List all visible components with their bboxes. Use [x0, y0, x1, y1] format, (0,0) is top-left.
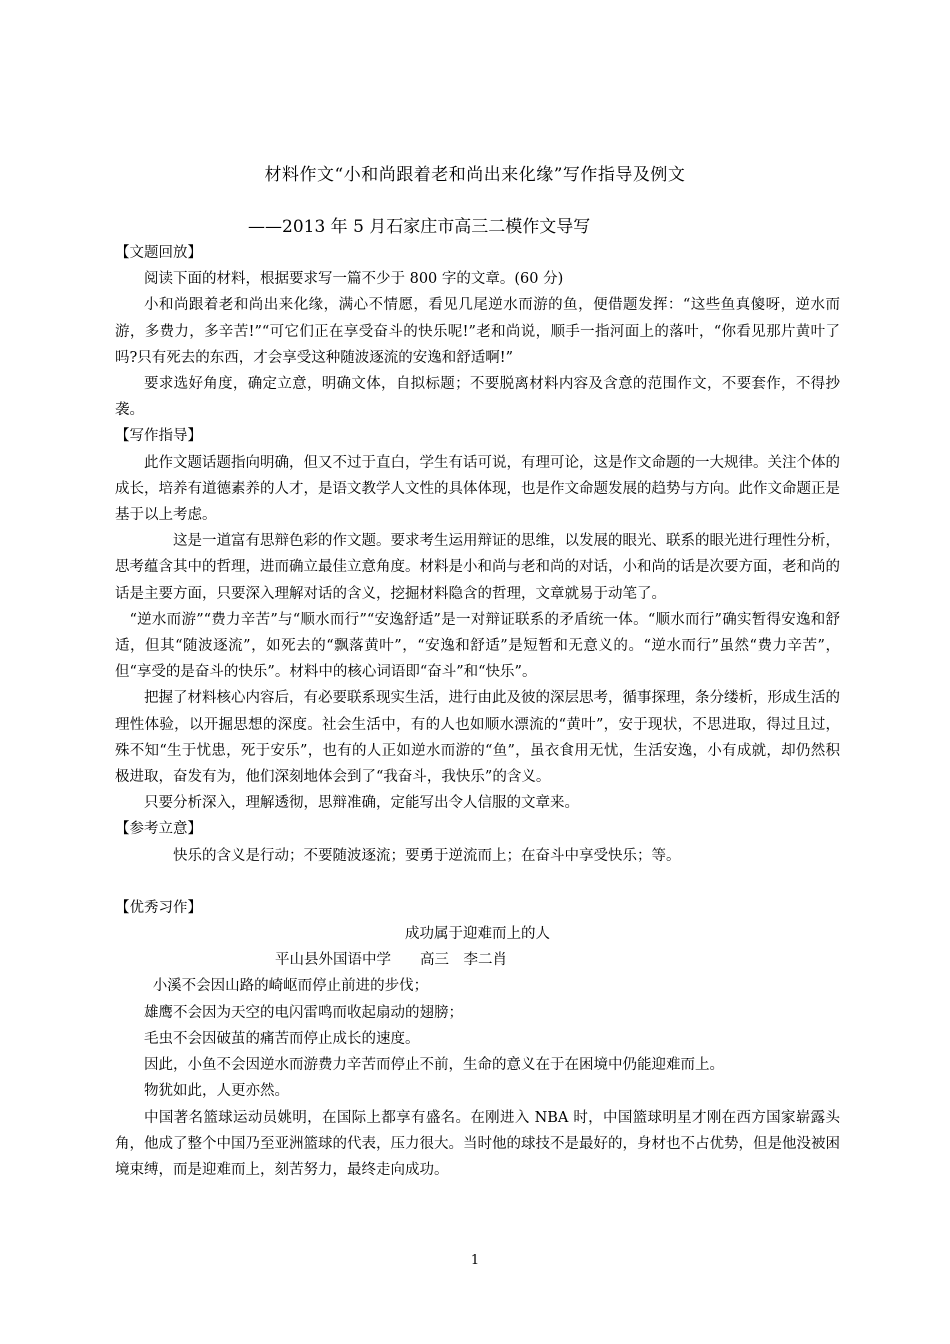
- section-heading-guidance: 【写作指导】: [115, 428, 202, 445]
- section-heading-prompt: 【文题回放】: [115, 245, 202, 261]
- paragraph: 把握了材料核心内容后，有必要联系现实生活，进行由此及彼的深层思考，循事探理，条分缕析，形成生活的理性体验，以开掘思想的深度。社会生活中，有的人也如顺水漂流的“黄叶”，安于现状，不思进取，得过且过，殊不知“生于忧患，死于安乐”，也有的人正如逆水而游的“鱼”，虽衣食用无忧，生活安逸，小有成就，却仍然积极进取，奋发有为，他们深刻地体会到了“我奋斗，我快乐”的含义。: [115, 690, 840, 786]
- essay-line: 雄鹰不会因为天空的电闪雷鸣而收起扇动的翅膀；: [144, 1004, 463, 1021]
- essay-author: 平山县外国语中学 高三 李二肖: [275, 952, 507, 969]
- essay-line: 物犹如此，人更亦然。: [144, 1083, 289, 1100]
- paragraph: 小和尚跟着老和尚出来化缘，满心不情愿，看见几尾逆水而游的鱼，便借题发挥：“这些鱼真傻呀，逆水而游，多费力，多辛苦!”“可它们正在享受奋斗的快乐呢!”老和尚说，顺手一指河面上的落叶，“你看见那片黄叶了吗?只有死去的东西，才会享受这种随波逐流的安逸和舒适啊!”: [115, 297, 840, 366]
- section-heading-essay: 【优秀习作】: [115, 899, 202, 916]
- paragraph: 阅读下面的材料，根据要求写一篇不少于 800 字的文章。(60 分): [144, 271, 564, 288]
- section-heading-reference: 【参考立意】: [115, 821, 202, 838]
- paragraph: 此作文题话题指向明确，但又不过于直白，学生有话可说，有理可论，这是作文命题的一大规律。关注个体的成长，培养有道德素养的人才，是语文教学人文性的具体体现，也是作文命题发展的趋势与方向。此作文命题正是基于以上考虑。: [115, 454, 840, 524]
- page-number: 1: [470, 1253, 480, 1268]
- paragraph: 要求选好角度，确定立意，明确文体，自拟标题；不要脱离材料内容及含意的范围作文，不要套作，不得抄袭。: [115, 376, 840, 419]
- essay-line: 毛虫不会因破茧的痛苦而停止成长的速度。: [144, 1030, 420, 1047]
- document-body: [115, 240, 840, 1183]
- paragraph: 这是一道富有思辩色彩的作文题。要求考生运用辩证的思维，以发展的眼光、联系的眼光进行理性分析，思考蕴含其中的哲理，进而确立最佳立意角度。材料是小和尚与老和尚的对话，小和尚的话是次要方面，老和尚的话是主要方面，只要深入理解对话的含义，挖掘材料隐含的哲理，文章就易于动笔了。: [115, 533, 840, 602]
- paragraph: “逆水而游”“费力辛苦”与“顺水而行”“安逸舒适”是一对辩证联系的矛盾统一体。“顺水而行”确实暂得安逸和舒适，但其“随波逐流”，如死去的“飘落黄叶”，“安逸和舒适”是短暂和无意义的。“逆水而行”虽然“费力辛苦”，但“享受的是奋斗的快乐”。材料中的核心词语即“奋斗”和“快乐”。: [115, 611, 840, 681]
- document-title: 材料作文“小和尚跟着老和尚出来化缘”写作指导及例文: [264, 165, 686, 185]
- document-subtitle: ——2013 年 5 月石家庄市高三二模作文导写: [248, 217, 591, 237]
- paragraph: 快乐的含义是行动；不要随波逐流；要勇于逆流而上；在奋斗中享受快乐；等。: [173, 847, 681, 864]
- paragraph: 中国著名篮球运动员姚明，在国际上都享有盛名。在刚进入 NBA 时，中国篮球明星才刚在西方国家崭露头角，他成了整个中国乃至亚洲篮球的代表，压力很大。当时他的球技不是最好的，身材也不占优势，但是他没被困境束缚，而是迎难而上，刻苦努力，最终走向成功。: [115, 1109, 840, 1178]
- essay-line: 因此，小鱼不会因逆水而游费力辛苦而停止不前，生命的意义在于在困境中仍能迎难而上。: [144, 1057, 724, 1074]
- essay-line: 小溪不会因山路的崎岖而停止前进的步伐；: [152, 978, 429, 995]
- paragraph: 只要分析深入，理解透彻，思辩准确，定能写出令人信服的文章来。: [144, 795, 579, 812]
- essay-title: 成功属于迎难而上的人: [405, 926, 550, 943]
